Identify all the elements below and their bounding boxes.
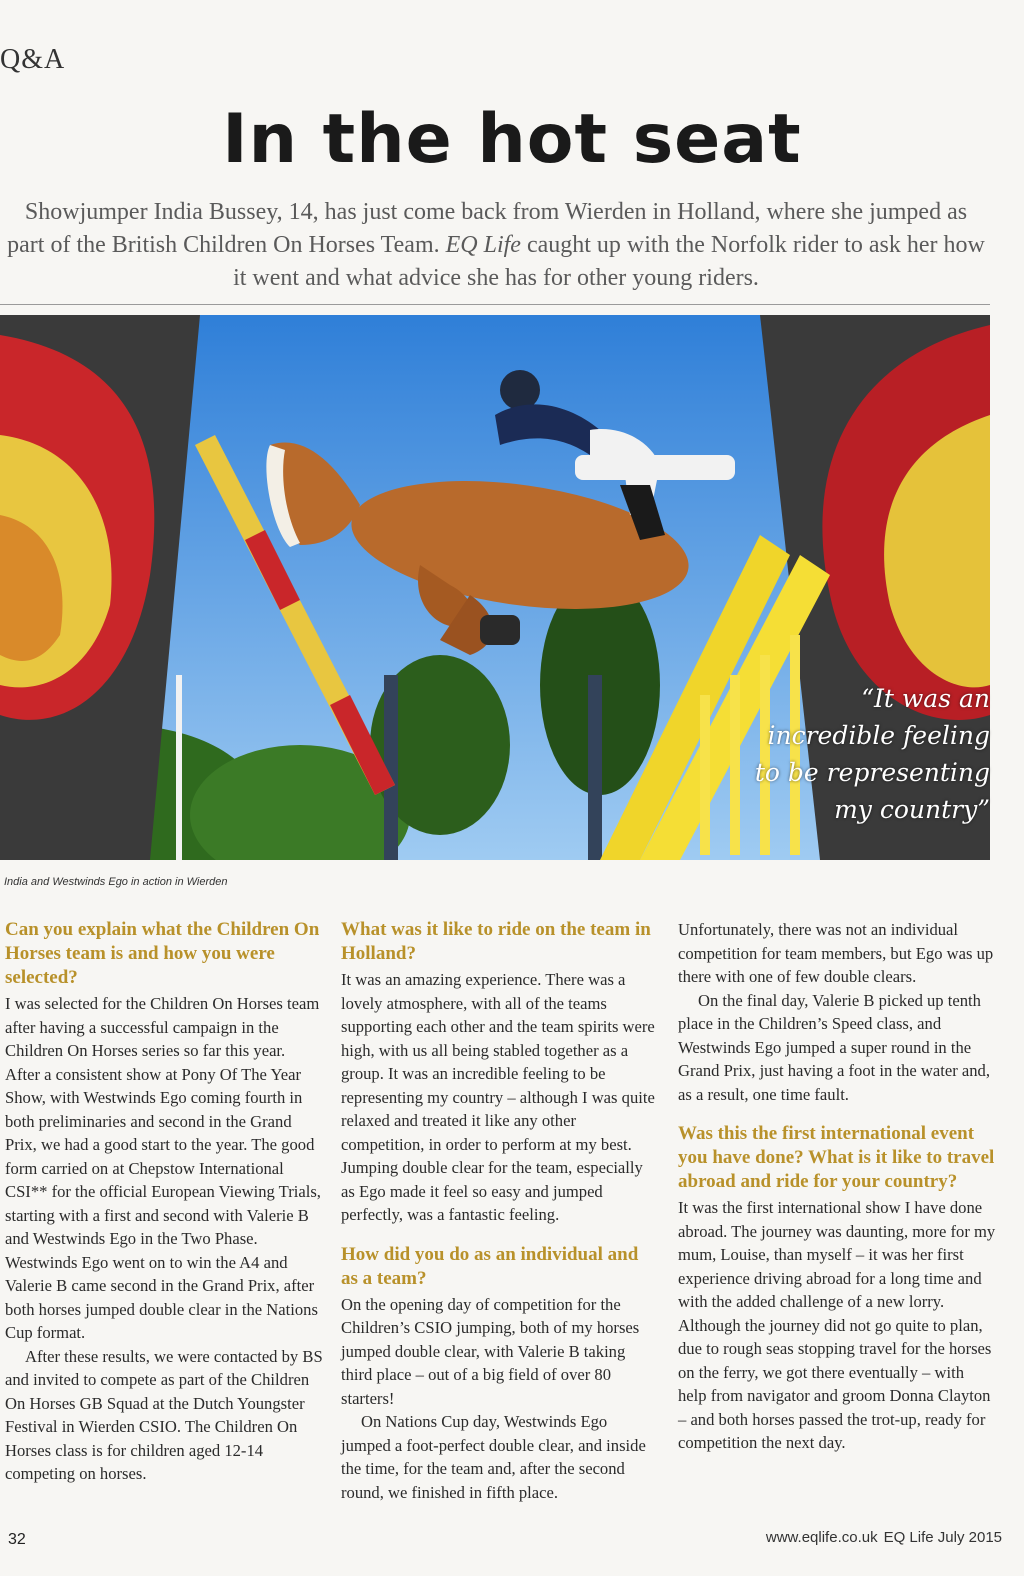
question-heading: How did you do as an individual and as a team? xyxy=(341,1243,639,1289)
article-column-3 xyxy=(678,918,996,1455)
headline: In the hot seat xyxy=(222,100,802,179)
standfirst-text-1: Showjumper India Bussey, 14, has just come back from Wierden in Holland, where she jumped as part of the British Children On Horses Team. xyxy=(7,199,968,258)
page-number: 32 xyxy=(8,1531,26,1548)
answer-paragraph: After these results, we were contacted by BS and invited to compete as part of the Children On Horses GB Squad at the Dutch Youngster Festival in Wierden CSIO. The Children On Horses class is for children aged 12-14 competing on horses. xyxy=(5,1346,323,1483)
question-heading: Can you explain what the Children On Horses team is and how you were selected? xyxy=(5,919,320,988)
answer-paragraph: I was selected for the Children On Horses team after having a successful campaign in the Children On Horses series so far this year. After a consistent show at Pony Of The Year Show, with Westwinds Ego coming fourth in both preliminaries and second in the Grand Prix, we had a good start to the year. The good form carried on at Chepstow International CSI** for the official European Viewing Trials, starting with a first and second with Valerie B and Westwinds Ego in the Two Phase. Westwinds Ego went on to win the A4 and Valerie B came second in the Grand Prix, after both horses jumped double clear in the Nations Cup format. xyxy=(5,994,321,1342)
standfirst xyxy=(6,196,986,295)
answer-paragraph: Unfortunately, there was not an individual competition for team members, but Ego was up there with one of few double clears. xyxy=(678,920,994,986)
section-label: Q&A xyxy=(0,44,66,75)
standfirst-text-2: caught up with the Norfolk rider to ask her how it went and what advice she has for other young riders. xyxy=(233,232,985,291)
divider xyxy=(0,304,990,305)
answer-paragraph: It was an amazing experience. There was a lovely atmosphere, with all of the teams supporting each other and the team spirits were high, with us all being stabled together as a group. It was an incredible feeling to be representing my country – although I was quite relaxed and treated it like any other competition, in order to perform at my best. Jumping double clear for the team, especially as Ego made it feel so easy and jumped perfectly, was a fantastic feeling. xyxy=(341,970,655,1224)
footer-issue: EQ Life July 2015 xyxy=(883,1529,1002,1546)
standfirst-magazine: EQ Life xyxy=(445,232,521,258)
article-column-2 xyxy=(341,918,659,1504)
article-column-1 xyxy=(5,918,323,1486)
question-heading: Was this the first international event you have done? What is it like to travel abroad and ride for your country? xyxy=(678,1123,995,1192)
pull-quote: “It was an incredible feeling to be representing my country” xyxy=(754,684,990,824)
footer xyxy=(760,1529,1002,1546)
footer-url: www.eqlife.co.uk xyxy=(765,1529,878,1546)
answer-paragraph: On the opening day of competition for the Children’s CSIO jumping, both of my horses jumped double clear, with Valerie B taking third place – out of a big field of over 80 starters! xyxy=(341,1294,640,1408)
answer-paragraph: On Nations Cup day, Westwinds Ego jumped a foot-perfect double clear, and inside the time, for the team and, after the second round, we finished in fifth place. xyxy=(341,1412,646,1502)
question-heading: What was it like to ride on the team in Holland? xyxy=(341,919,651,964)
answer-paragraph: It was the first international show I have done abroad. The journey was daunting, more for my mum, Louise, than myself – it was her first experience driving abroad for a long time and with the added challenge of a new lorry. Although the journey did not go quite to plan, due to rough seas stopping travel for the horses on the ferry, we got there eventually – with help from navigator and groom Donna Clayton – and both horses passed the trot-up, ready for competition the next day. xyxy=(678,1198,996,1452)
answer-paragraph: On the final day, Valerie B picked up tenth place in the Children’s Speed class, and Westwinds Ego jumped a super round in the Grand Prix, just having a foot in the water and, as a result, one time fault. xyxy=(678,990,990,1104)
photo-caption: India and Westwinds Ego in action in Wierden xyxy=(4,876,228,888)
